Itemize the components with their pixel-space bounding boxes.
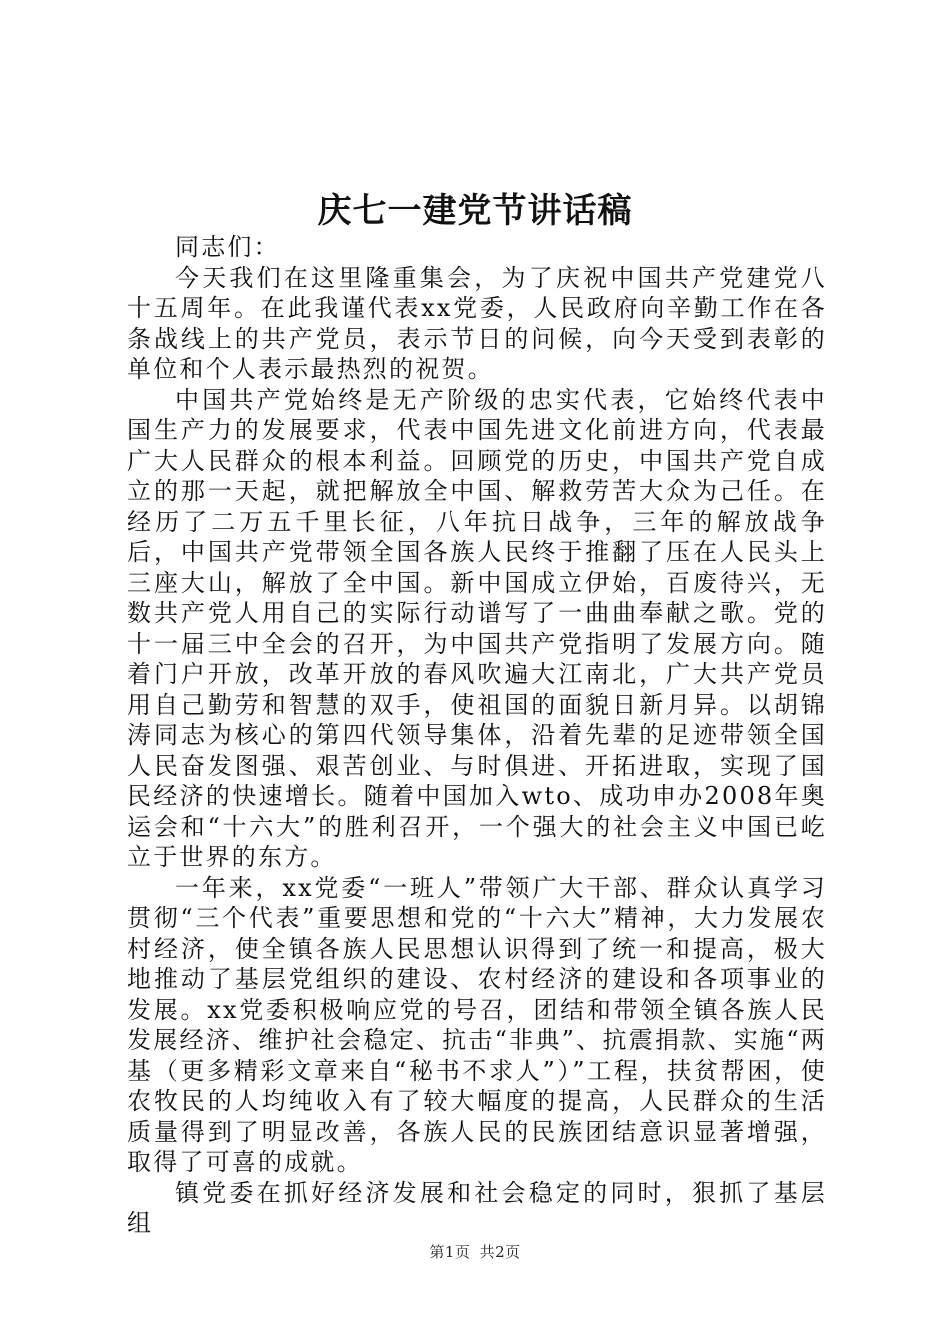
page-total: 共2页: [479, 1243, 521, 1261]
body-paragraph: 今天我们在这里隆重集会，为了庆祝中国共产党建党八十五周年。在此我谨代表xx党委，人民政府向辛勤工作在各条战线上的共产党员，表示节日的问候，向今天受到表彰的单位和个人表示最热烈的祝贺。: [127, 263, 827, 383]
document-title: 庆七一建党节讲话稿: [317, 191, 633, 231]
body-paragraph: 中国共产党始终是无产阶级的忠实代表，它始终代表中国生产力的发展要求，代表中国先进文化前进方向，代表最广大人民群众的根本利益。回顾党的历史，中国共产党自成立的那一天起，就把解放全中国、解救劳苦大众为己任。在经历了二万五千里长征，八年抗日战争，三年的解放战争后，中国共产党带领全国各族人民终于推翻了压在人民头上三座大山，解放了全中国。新中国成立伊始，百废待兴，无数共产党人用自己的实际行动谱写了一曲曲奉献之歌。党的十一届三中全会的召开，为中国共产党指明了发展方向。随着门户开放，改革开放的春风吹遍大江南北，广大共产党员用自己勤劳和智慧的双手，使祖国的面貌日新月异。以胡锦涛同志为核心的第四代领导集体，沿着先辈的足迹带领全国人民奋发图强、艰苦创业、与时俱进、开拓进取，实现了国民经济的快速增长。随着中国加入wto、成功申办2008年奥运会和“十六大”的胜利召开，一个强大的社会主义中国已屹立于世界的东方。: [127, 385, 827, 871]
page-footer: [0, 1241, 950, 1263]
body-paragraph: 一年来，xx党委“一班人”带领广大干部、群众认真学习贯彻“三个代表”重要思想和党的“十六大”精神，大力发展农村经济，使全镇各族人民思想认识得到了统一和提高，极大地推动了基层党组织的建设、农村经济的建设和各项事业的发展。xx党委积极响应党的号召，团结和带领全镇各族人民发展经济、维护社会稳定、抗击“非典”、抗震捐款、实施“两基（更多精彩文章来自“秘书不求人”）”工程，扶贫帮困，使农牧民的人均纯收入有了较大幅度的提高，人民群众的生活质量得到了明显改善，各族人民的民族团结意识显著增强，取得了可喜的成就。: [127, 873, 827, 1176]
page-number: 第1页: [429, 1243, 471, 1261]
salutation-paragraph: 同志们：: [175, 233, 280, 261]
body-paragraph: 镇党委在抓好经济发展和社会稳定的同时，狠抓了基层组: [127, 1178, 827, 1237]
document-body: [127, 232, 827, 1239]
